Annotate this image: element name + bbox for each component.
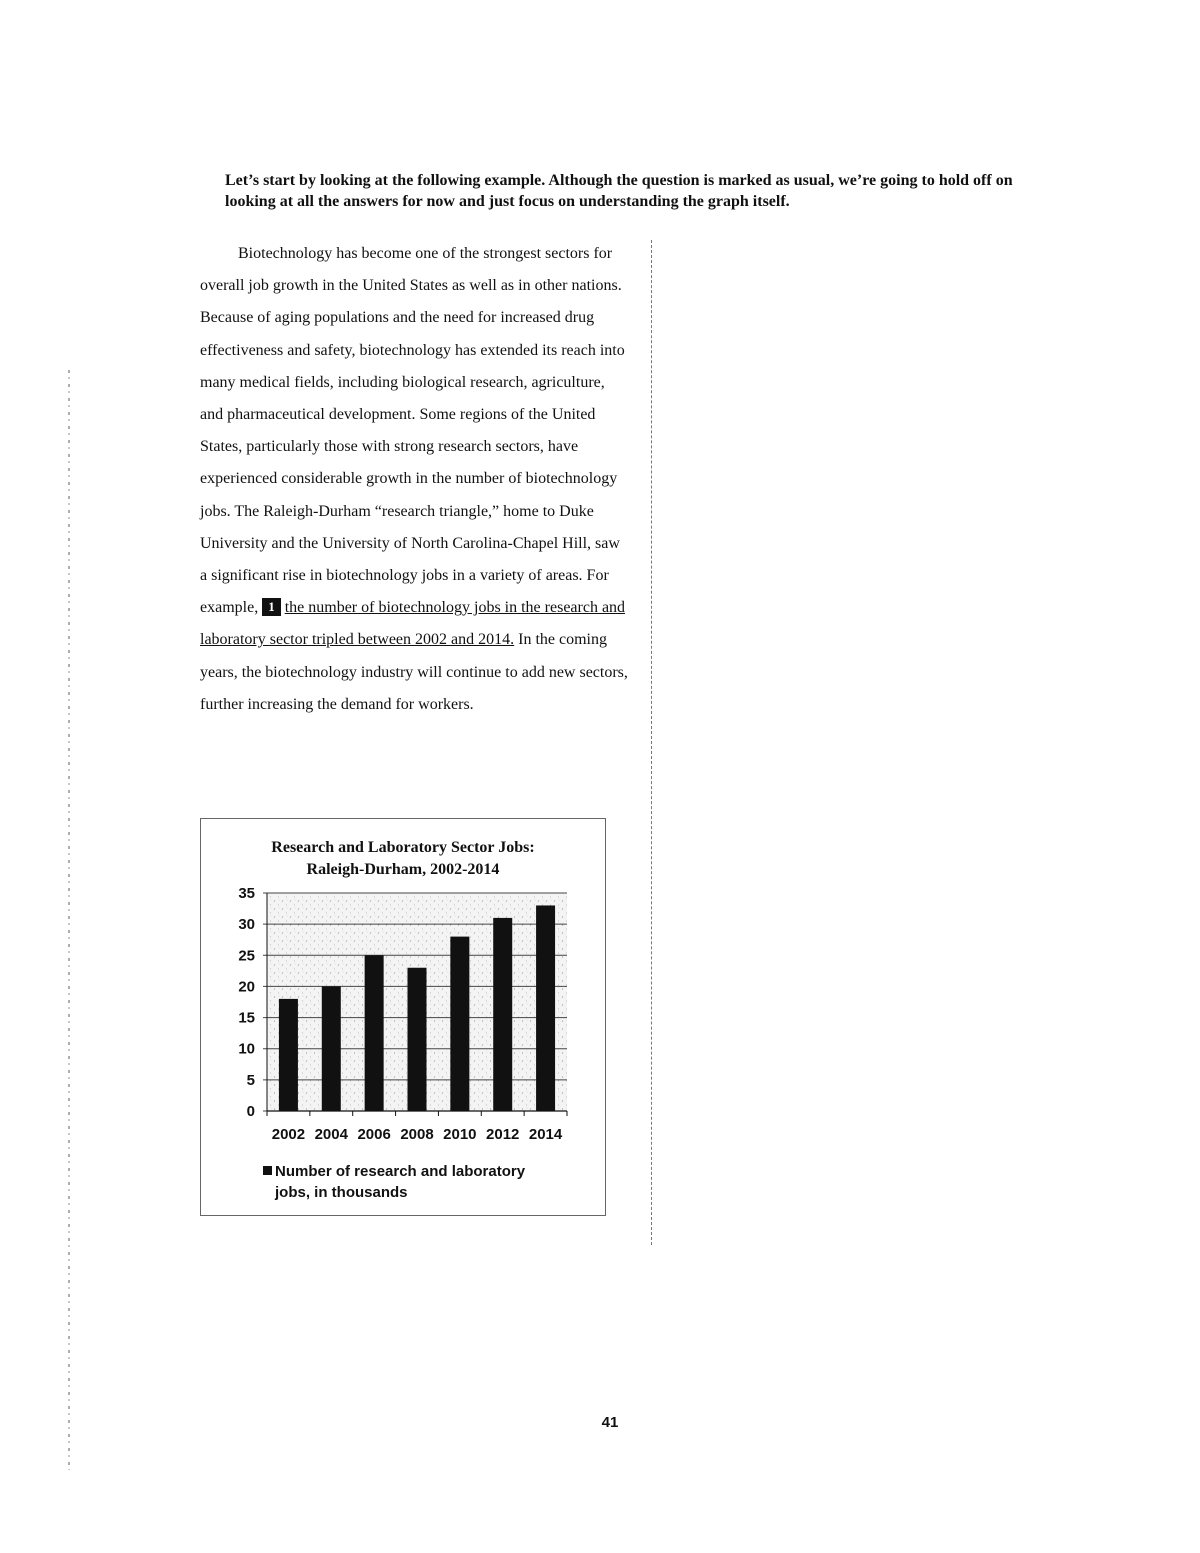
page-number: 41 [601, 1414, 619, 1431]
legend-swatch [263, 1166, 272, 1175]
x-tick-label: 2012 [486, 1126, 520, 1143]
x-tick-label: 2004 [314, 1126, 348, 1143]
bar [279, 999, 298, 1111]
bar [493, 918, 512, 1111]
bar [322, 986, 341, 1111]
chart-title-line-1: Research and Laboratory Sector Jobs: [271, 839, 535, 856]
bar [365, 955, 384, 1111]
y-tick-label: 30 [238, 916, 255, 934]
y-tick-label: 15 [238, 1009, 255, 1027]
chart-plot [201, 819, 605, 1159]
passage-text-after: In the coming years, the biotechnology industry will continue to add new sectors, further increasing the demand for workers. [200, 631, 628, 713]
underlined-question-text[interactable]: the number of biotechnology jobs in the research and laboratory sector tripled between 2002 and 2014. [200, 599, 626, 649]
y-tick-label: 0 [246, 1103, 255, 1120]
intro-paragraph: Let’s start by looking at the following example. Although the question is marked as usual, we’re going to hold off on looking at all the answers for now and just focus on understanding the graph itself. [225, 172, 1013, 210]
x-tick-label: 2010 [443, 1126, 477, 1143]
y-tick-label: 25 [238, 947, 255, 965]
x-tick-label: 2008 [400, 1126, 434, 1143]
question-number-marker[interactable]: 1 [262, 598, 281, 616]
chart-legend [263, 1161, 583, 1203]
x-tick-label: 2006 [357, 1126, 391, 1143]
y-tick-label: 5 [246, 1071, 255, 1089]
bar [408, 968, 427, 1111]
y-tick-label: 10 [238, 1040, 255, 1058]
x-tick-label: 2014 [528, 1126, 563, 1143]
bar [536, 905, 555, 1111]
scan-edge-artifact [68, 370, 70, 1470]
legend-label: Number of research and laboratory jobs, in thousands [275, 1163, 526, 1201]
x-tick-label: 2002 [271, 1126, 306, 1143]
bar [450, 937, 469, 1111]
passage [200, 238, 630, 721]
bar-chart [200, 818, 606, 1216]
column-divider [651, 240, 652, 1245]
chart-title-line-2: Raleigh-Durham, 2002-2014 [306, 861, 500, 878]
passage-text-before: Biotechnology has become one of the strongest sectors for overall job growth in the United States as well as in other nations. Because of aging populations and the need for increased drug effectiveness and safety, biotechnology has extended its reach into many medical fields, including biological research, agriculture, and pharmaceutical development. Some regions of the United States, particularly those with strong research sectors, have experienced considerable growth in the number of biotechnology jobs. The Raleigh-Durham “research triangle,” home to Duke University and the University of North Carolina-Chapel Hill, saw a significant rise in biotechnology jobs in a variety of areas. For example, [200, 245, 625, 617]
y-tick-label: 20 [238, 978, 255, 996]
y-tick-label: 35 [238, 885, 255, 902]
